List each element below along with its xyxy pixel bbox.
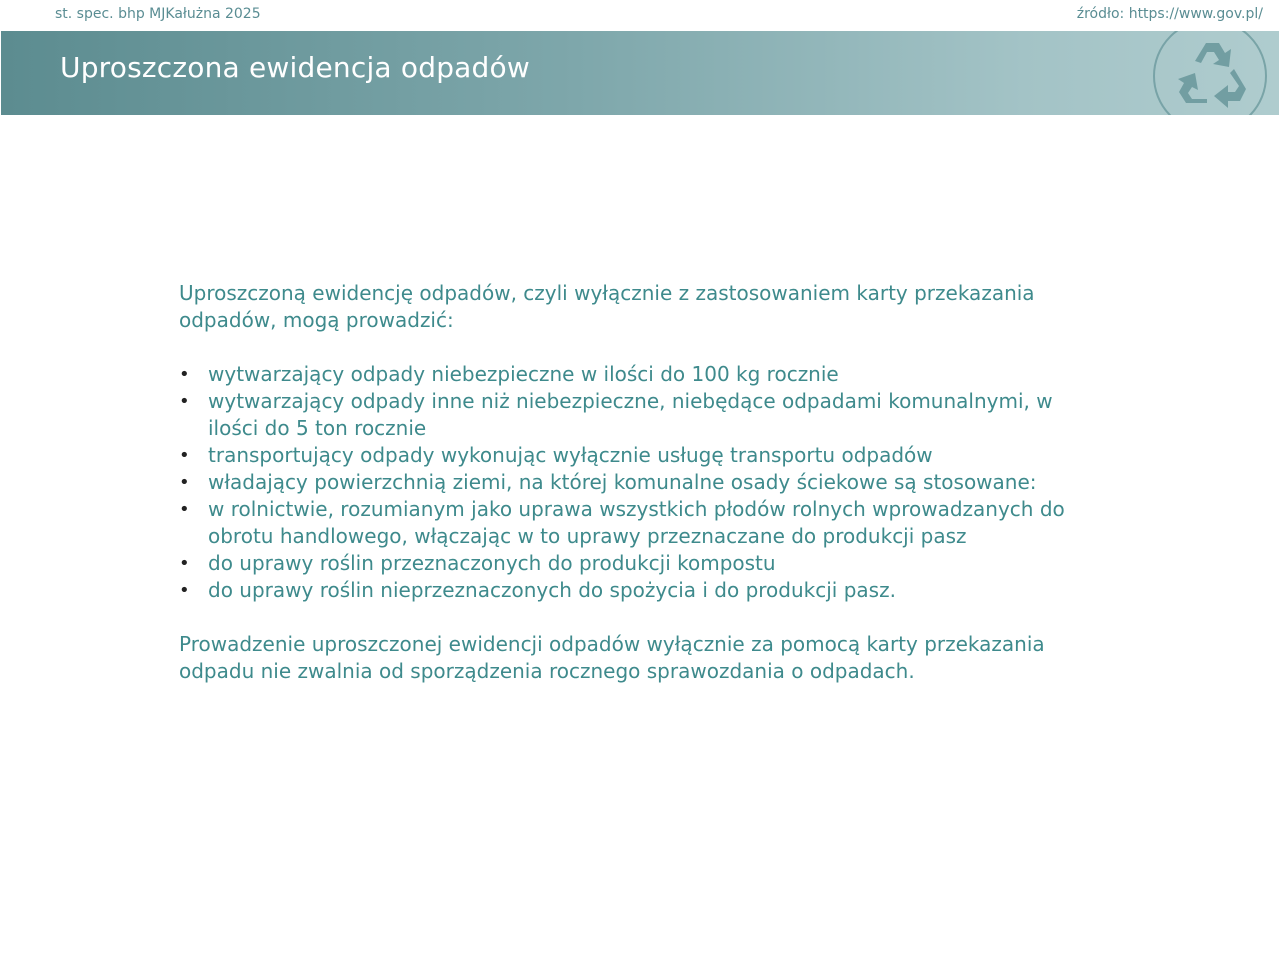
list-item-text: transportujący odpady wykonując wyłącznie usługę transportu odpadów: [208, 443, 933, 467]
list-item-text: do uprawy roślin nieprzeznaczonych do spożycia i do produkcji pasz.: [208, 578, 896, 602]
list-item-text: wytwarzający odpady inne niż niebezpieczne, niebędące odpadami komunalnymi, w ilości do 5 ton rocznie: [208, 389, 1053, 440]
title-banner: [1, 31, 1279, 115]
list-item: [179, 550, 1099, 577]
bullet-icon: •: [179, 364, 190, 385]
list-item: [179, 388, 1099, 442]
list-item: [179, 442, 1099, 469]
intro-paragraph: Uproszczoną ewidencję odpadów, czyli wyłącznie z zastosowaniem karty przekazania odpadów, mogą prowadzić:: [179, 281, 1035, 332]
bullet-icon: •: [179, 472, 190, 493]
list-item: [179, 496, 1099, 550]
eligibility-list: [179, 361, 1099, 604]
bullet-icon: •: [179, 391, 190, 412]
bullet-icon: •: [179, 445, 190, 466]
list-item: [179, 469, 1099, 496]
list-item: [179, 577, 1099, 604]
list-item: [179, 361, 1099, 388]
author-label: st. spec. bhp MJKałużna 2025: [55, 6, 261, 22]
list-item-text: w rolnictwie, rozumianym jako uprawa wszystkich płodów rolnych wprowadzanych do obrotu handlowego, włączając w to uprawy przeznaczane do produkcji pasz: [208, 497, 1065, 548]
closing-paragraph: Prowadzenie uproszczonej ewidencji odpadów wyłącznie za pomocą karty przekazania odpadu nie zwalnia od sporządzenia rocznego sprawozdania o odpadach.: [179, 632, 1045, 683]
main-content: [179, 280, 1099, 685]
source-label: źródło: https://www.gov.pl/: [1076, 6, 1263, 22]
bullet-icon: •: [179, 580, 190, 601]
recycle-icon: [1151, 31, 1269, 115]
page-title: Uproszczona ewidencja odpadów: [60, 51, 530, 84]
bullet-icon: •: [179, 499, 190, 520]
list-item-text: wytwarzający odpady niebezpieczne w ilości do 100 kg rocznie: [208, 362, 839, 386]
list-item-text: władający powierzchnią ziemi, na której komunalne osady ściekowe są stosowane:: [208, 470, 1037, 494]
bullet-icon: •: [179, 553, 190, 574]
list-item-text: do uprawy roślin przeznaczonych do produkcji kompostu: [208, 551, 776, 575]
